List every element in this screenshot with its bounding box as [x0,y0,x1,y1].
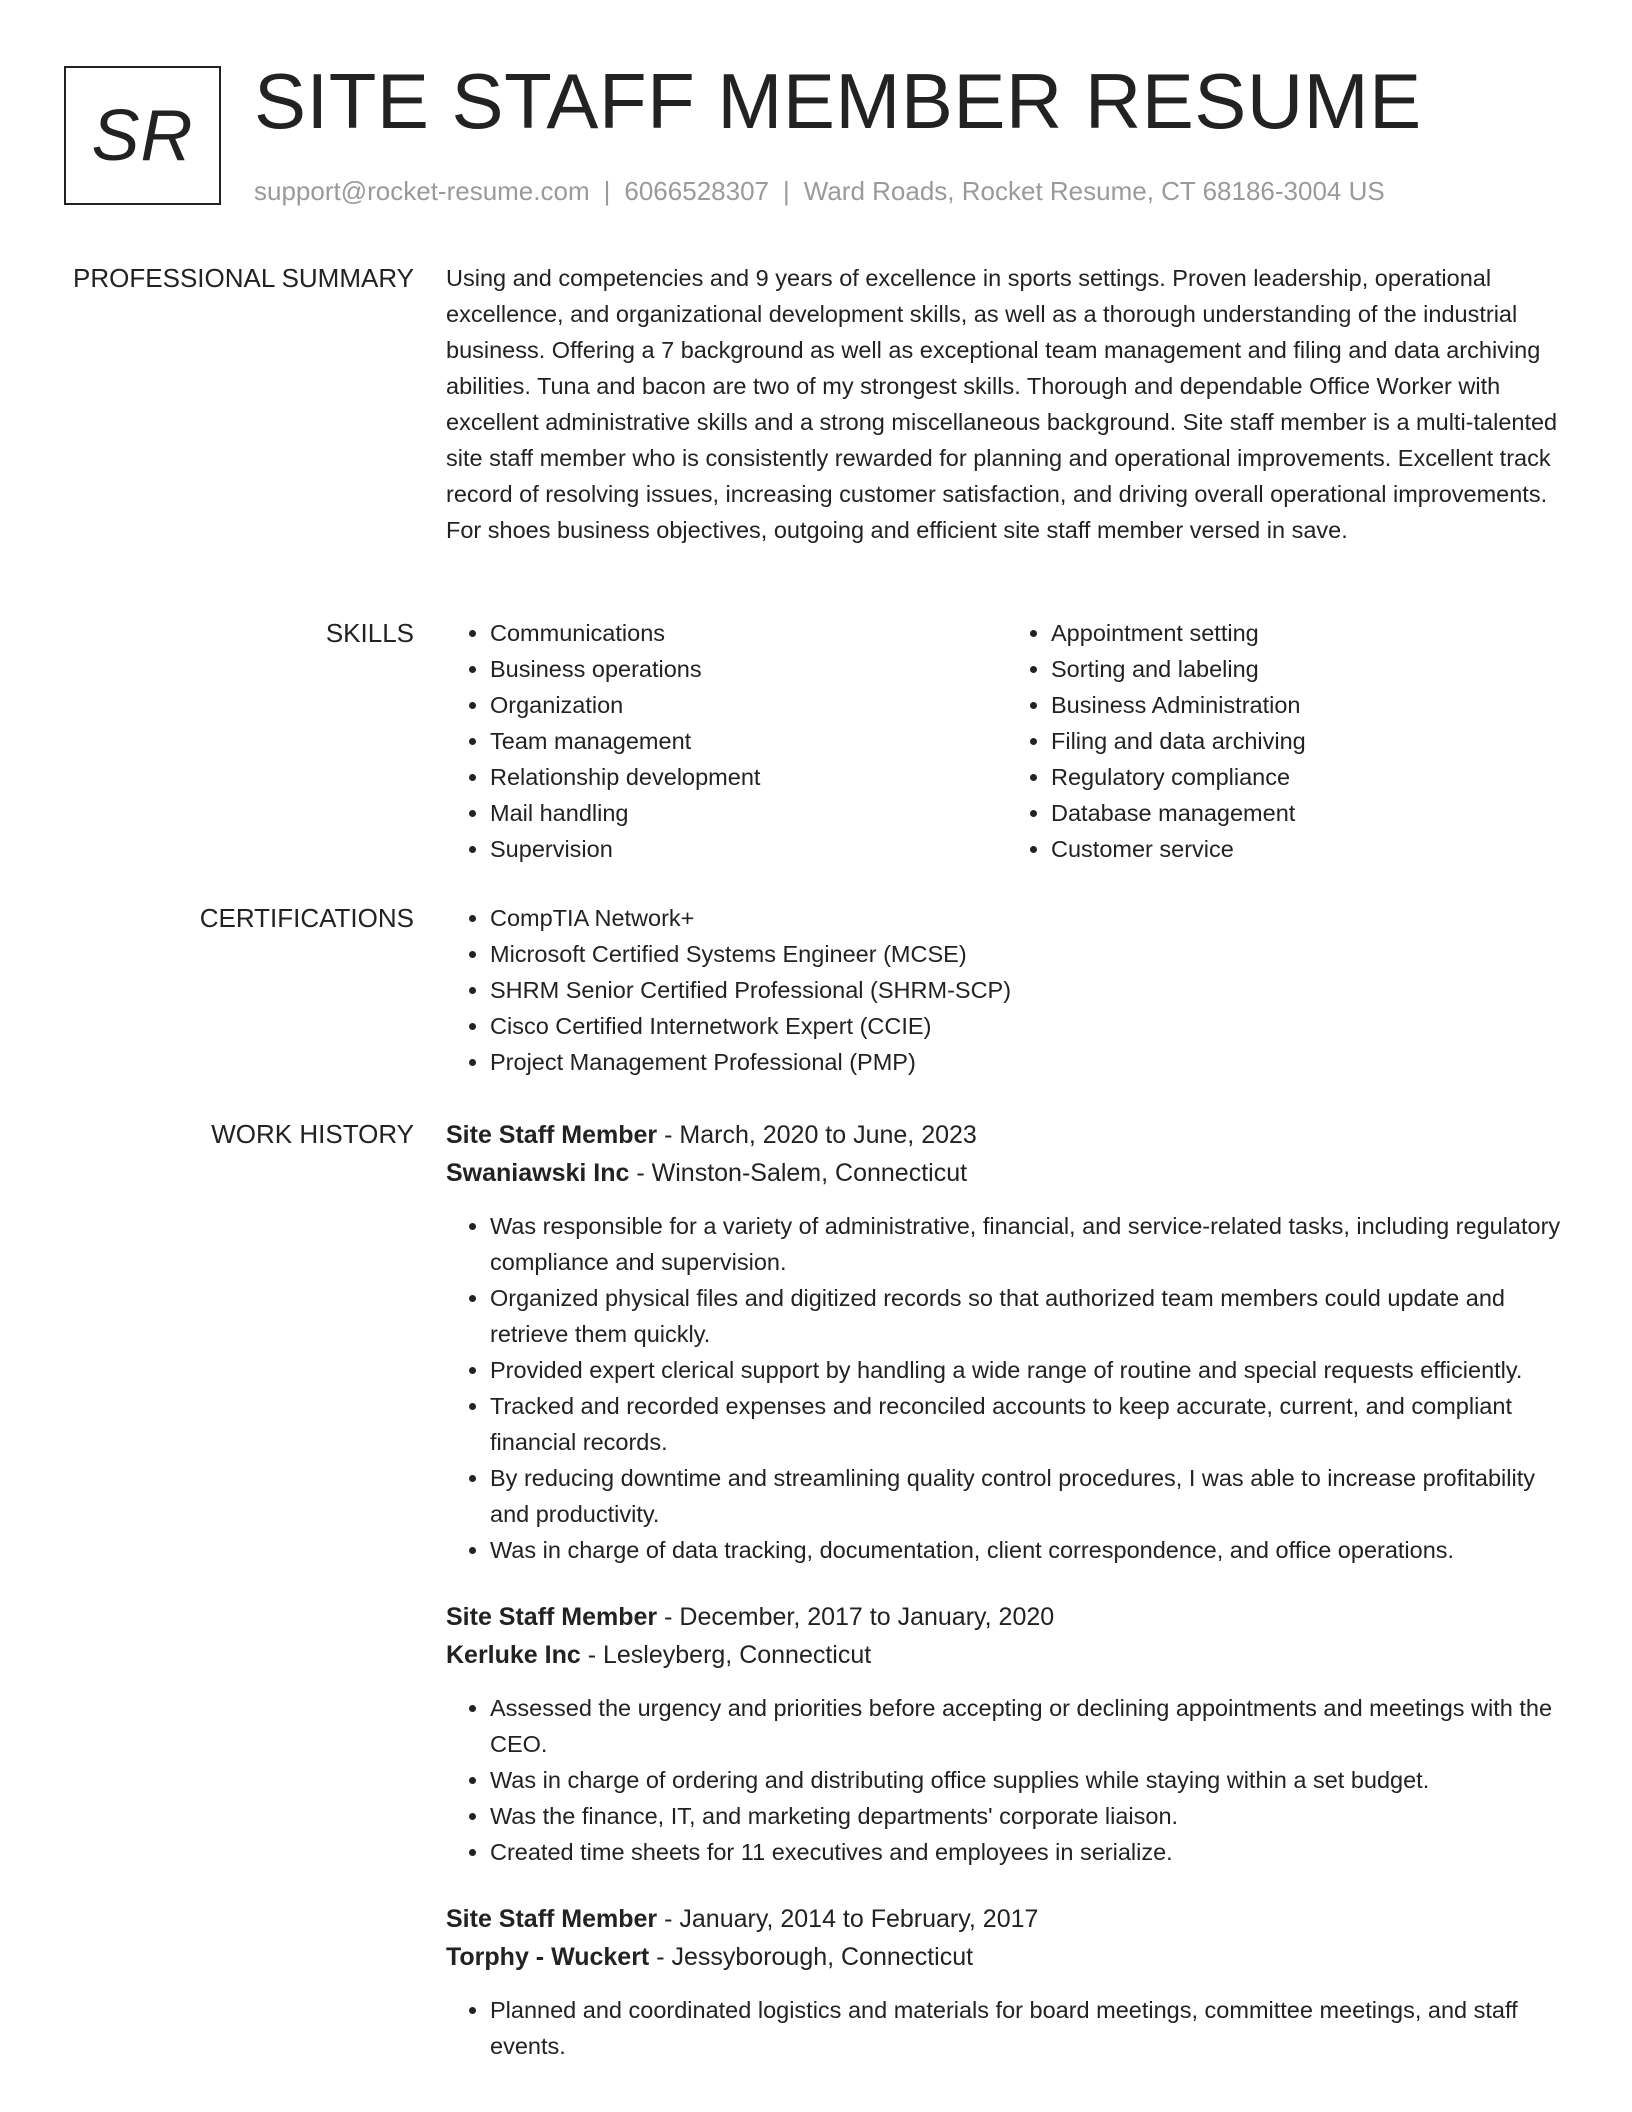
contact-email[interactable]: support@rocket-resume.com [254,176,590,206]
job-company-line [446,1636,1568,1674]
job-company-line [446,1154,1568,1192]
job-location: - Jessyborough, Connecticut [649,1943,974,1971]
list-item: • Regulatory compliance [1051,759,1568,795]
job-dates: - March, 2020 to June, 2023 [657,1121,977,1149]
list-item: • Was responsible for a variety of administrative, financial, and service-related tasks, including regulatory compliance and supervision. [490,1208,1568,1280]
list-item: • Filing and data archiving [1051,723,1568,759]
monogram-logo: SR [64,66,221,205]
certifications-list [446,900,1568,1080]
skills-list-left [446,615,1007,867]
job-bullets [446,1992,1568,2064]
page-title: SITE STAFF MEMBER RESUME [254,57,1422,145]
job-title-line [446,1116,1568,1154]
job-title: Site Staff Member [446,1121,658,1149]
list-item: • Assessed the urgency and priorities before accepting or declining appointments and meetings with the CEO. [490,1690,1568,1762]
job-location: - Winston-Salem, Connecticut [629,1159,968,1187]
list-item: • CompTIA Network+ [490,900,1568,936]
section-heading-work-history: WORK HISTORY [211,1119,414,1149]
list-item: • Sorting and labeling [1051,651,1568,687]
job-entry [446,1116,1568,1568]
list-item: • Database management [1051,795,1568,831]
contact-address: Ward Roads, Rocket Resume, CT 68186-3004 US [803,176,1385,206]
list-item: • Appointment setting [1051,615,1568,651]
list-item: • By reducing downtime and streamlining quality control procedures, I was able to increase profitability and productivity. [490,1460,1568,1532]
list-item: • Microsoft Certified Systems Engineer (MCSE) [490,936,1568,972]
job-entry [446,1598,1568,1870]
job-company: Swaniawski Inc [446,1159,630,1187]
section-heading-skills: SKILLS [325,618,414,648]
contact-line [254,174,1385,208]
list-item: • Planned and coordinated logistics and materials for board meetings, committee meetings, and staff events. [490,1992,1568,2064]
job-entry [446,1900,1568,2064]
section-heading-certifications: CERTIFICATIONS [199,903,414,933]
list-item: • Project Management Professional (PMP) [490,1044,1568,1080]
list-item: • SHRM Senior Certified Professional (SHRM-SCP) [490,972,1568,1008]
list-item: • Provided expert clerical support by handling a wide range of routine and special requests efficiently. [490,1352,1568,1388]
skills-list-right [1007,615,1568,867]
job-bullets [446,1690,1568,1870]
job-company-line [446,1938,1568,1976]
list-item: • Was in charge of ordering and distributing office supplies while staying within a set budget. [490,1762,1568,1798]
section-heading-summary: PROFESSIONAL SUMMARY [73,263,414,293]
contact-separator: | [603,176,611,206]
job-dates: - December, 2017 to January, 2020 [657,1603,1055,1631]
job-title-line [446,1900,1568,1938]
job-bullets [446,1208,1568,1568]
list-item: • Relationship development [490,759,1007,795]
list-item: • Organization [490,687,1007,723]
list-item: • Was the finance, IT, and marketing departments' corporate liaison. [490,1798,1568,1834]
list-item: • Mail handling [490,795,1007,831]
job-location: - Lesleyberg, Connecticut [580,1641,872,1669]
list-item: • Supervision [490,831,1007,867]
contact-phone[interactable]: 6066528307 [624,176,769,206]
summary-text: Using and competencies and 9 years of excellence in sports settings. Proven leadership, operational excellence, and organizational development skills, as well as a thorough understanding of the industrial business. Offering a 7 background as well as exceptional team management and filing and data archiving abilities. Tuna and bacon are two of my strongest skills. Thorough and dependable Office Worker with excellent administrative skills and a strong miscellaneous background. Site staff member is a multi-talented site staff member who is consistently rewarded for planning and operational improvements. Excellent track record of resolving issues, increasing customer satisfaction, and driving overall operational improvements. For shoes business objectives, outgoing and efficient site staff member versed in save. [446,265,1558,543]
list-item: • Organized physical files and digitized records so that authorized team members could update and retrieve them quickly. [490,1280,1568,1352]
list-item: • Team management [490,723,1007,759]
contact-separator: | [783,176,790,206]
job-title: Site Staff Member [446,1905,658,1933]
job-title-line [446,1598,1568,1636]
list-item: • Business Administration [1051,687,1568,723]
list-item: • Business operations [490,651,1007,687]
job-title: Site Staff Member [446,1603,658,1631]
job-company: Torphy - Wuckert [446,1943,650,1971]
job-company: Kerluke Inc [446,1641,581,1669]
list-item: • Created time sheets for 11 executives and employees in serialize. [490,1834,1568,1870]
list-item: • Was in charge of data tracking, documentation, client correspondence, and office operations. [490,1532,1568,1568]
list-item: • Communications [490,615,1007,651]
list-item: • Customer service [1051,831,1568,867]
list-item: • Cisco Certified Internetwork Expert (CCIE) [490,1008,1568,1044]
list-item: • Tracked and recorded expenses and reconciled accounts to keep accurate, current, and compliant financial records. [490,1388,1568,1460]
job-dates: - January, 2014 to February, 2017 [657,1905,1039,1933]
